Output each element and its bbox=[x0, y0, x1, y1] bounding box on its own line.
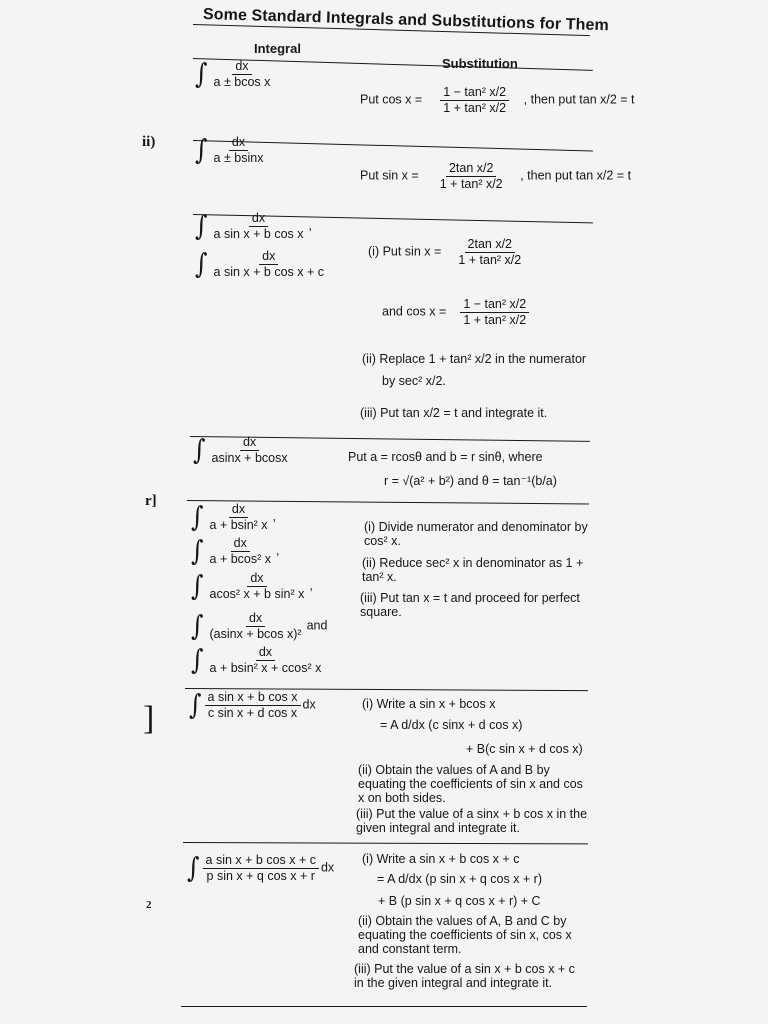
row6-step1-line2: = A d/dx (c sinx + d cos x) bbox=[380, 718, 523, 732]
integral-sign-icon: ∫ bbox=[195, 57, 208, 91]
row3-integral-1: ∫ $\frac{dx}{\text{a sin x + b cos x}}$ , bbox=[195, 209, 312, 243]
row4-line1: Put a = rcosθ and b = r sinθ, where bbox=[348, 450, 543, 464]
integral-sign-icon: ∫ bbox=[195, 209, 208, 243]
row3-step1: (i) Put sin x = $\frac{\text{2tan x/2}}{\text{1 + tan² x/2}}$ bbox=[368, 237, 522, 267]
page-title: Some Standard Integrals and Substitutions for Them bbox=[202, 6, 610, 35]
row7-integral: ∫ $\frac{\text{a sin x + b cos x + c}}{\text{p sin x + q cos x + r}}$ dx bbox=[187, 851, 335, 885]
row2-substitution: Put sin x = $\frac{\text{2tan x/2}}{\text{1 + tan² x/2}}$ , then put tan x/2 = t bbox=[360, 161, 632, 191]
row6-step3: (iii) Put the value of a sinx + b cos x in the given integral and integrate it. bbox=[356, 807, 588, 835]
row1-substitution: Put cos x = $\frac{\text{1 − tan² x/2}}{\text{1 + tan² x/2}}$ , then put tan x/2 = t bbox=[360, 85, 635, 115]
margin-mark: ] bbox=[143, 700, 155, 737]
table-bottom-rule bbox=[181, 1006, 587, 1007]
row-divider bbox=[183, 842, 588, 844]
row4-line2: r = √(a² + b²) and θ = tan⁻¹(b/a) bbox=[384, 474, 557, 488]
row5-step-2: (ii) Reduce sec² x in denominator as 1 + tan² x. bbox=[362, 556, 584, 584]
integral-sign-icon: ∫ bbox=[195, 247, 208, 281]
integral-sign-icon: ∫ bbox=[187, 851, 200, 885]
row3-step2-line2: by sec² x/2. bbox=[382, 374, 446, 388]
substitution-column-header: Substitution bbox=[442, 56, 518, 71]
row7-step1-line1: (i) Write a sin x + b cos x + c bbox=[362, 852, 520, 866]
integral-sign-icon: ∫ bbox=[189, 688, 202, 722]
row3-integral-2: ∫ $\frac{dx}{\text{a sin x + b cos x + c}}$ bbox=[195, 247, 324, 281]
row3-step3: (iii) Put tan x/2 = t and integrate it. bbox=[360, 406, 548, 420]
integral-sign-icon: ∫ bbox=[191, 609, 204, 643]
row6-step1-line3: + B(c sin x + d cos x) bbox=[466, 742, 583, 756]
row5-step-3: (iii) Put tan x = t and proceed for perfect square. bbox=[360, 591, 580, 619]
row6-step1-line1: (i) Write a sin x + bcos x bbox=[362, 697, 496, 711]
row3-cos-substitution: and cos x = $\frac{\text{1 − tan² x/2}}{\text{1 + tan² x/2}}$ bbox=[382, 298, 540, 326]
integral-column-header: Integral bbox=[254, 41, 301, 56]
margin-mark: ii) bbox=[142, 134, 156, 150]
row5-integral-2: ∫ $\frac{dx}{\text{a + bcos² x}}$ , bbox=[191, 534, 280, 568]
integral-sign-icon: ∫ bbox=[191, 643, 204, 677]
row6-step2: (ii) Obtain the values of A and B by equating the coefficients of sin x and cos x on both sides. bbox=[358, 763, 583, 805]
integral-sign-icon: ∫ bbox=[193, 433, 206, 467]
row5-step-1: (i) Divide numerator and denominator by cos² x. bbox=[364, 520, 588, 548]
row7-step1-line3: + B (p sin x + q cos x + r) + C bbox=[378, 894, 541, 908]
row5-integral-3: ∫ $\frac{dx}{\text{acos² x + b sin² x}}$ , bbox=[191, 569, 313, 603]
row6-integral: ∫ $\frac{\text{a sin x + b cos x}}{\text{c sin x + d cos x}}$ dx bbox=[189, 688, 316, 722]
integral-sign-icon: ∫ bbox=[191, 569, 204, 603]
row1-integral: ∫ $\frac{dx}{\text{a ± bcos x}}$ bbox=[195, 57, 271, 91]
row5-integral-4: ∫ $\frac{dx}{\text{(asinx + bcos x)²}}$ and bbox=[191, 609, 328, 643]
row4-integral: ∫ $\frac{dx}{asinx + bcosx}$ bbox=[193, 433, 288, 467]
row5-integral-1: ∫ $\frac{dx}{\text{a + bsin² x}}$ , bbox=[191, 500, 277, 534]
margin-mark: 2 bbox=[146, 899, 152, 911]
integral-sign-icon: ∫ bbox=[195, 133, 208, 167]
row7-step2: (ii) Obtain the values of A, B and C by equating the coefficients of sin x, cos x and constant term. bbox=[358, 914, 572, 956]
row5-integral-5: ∫ $\frac{dx}{\text{a + bsin² x + ccos² x}}$ bbox=[191, 643, 322, 677]
row7-step3: (iii) Put the value of a sin x + b cos x + c in the given integral and integrate it. bbox=[354, 962, 575, 990]
margin-mark: r] bbox=[145, 493, 157, 509]
integral-sign-icon: ∫ bbox=[191, 534, 204, 568]
row2-integral: ∫ $\frac{dx}{a \pm bsinx}$ bbox=[195, 133, 264, 167]
row7-step1-line2: = A d/dx (p sin x + q cos x + r) bbox=[377, 872, 543, 886]
row3-step2-line1: (ii) Replace 1 + tan² x/2 in the numerator bbox=[362, 352, 587, 366]
integral-sign-icon: ∫ bbox=[191, 500, 204, 534]
